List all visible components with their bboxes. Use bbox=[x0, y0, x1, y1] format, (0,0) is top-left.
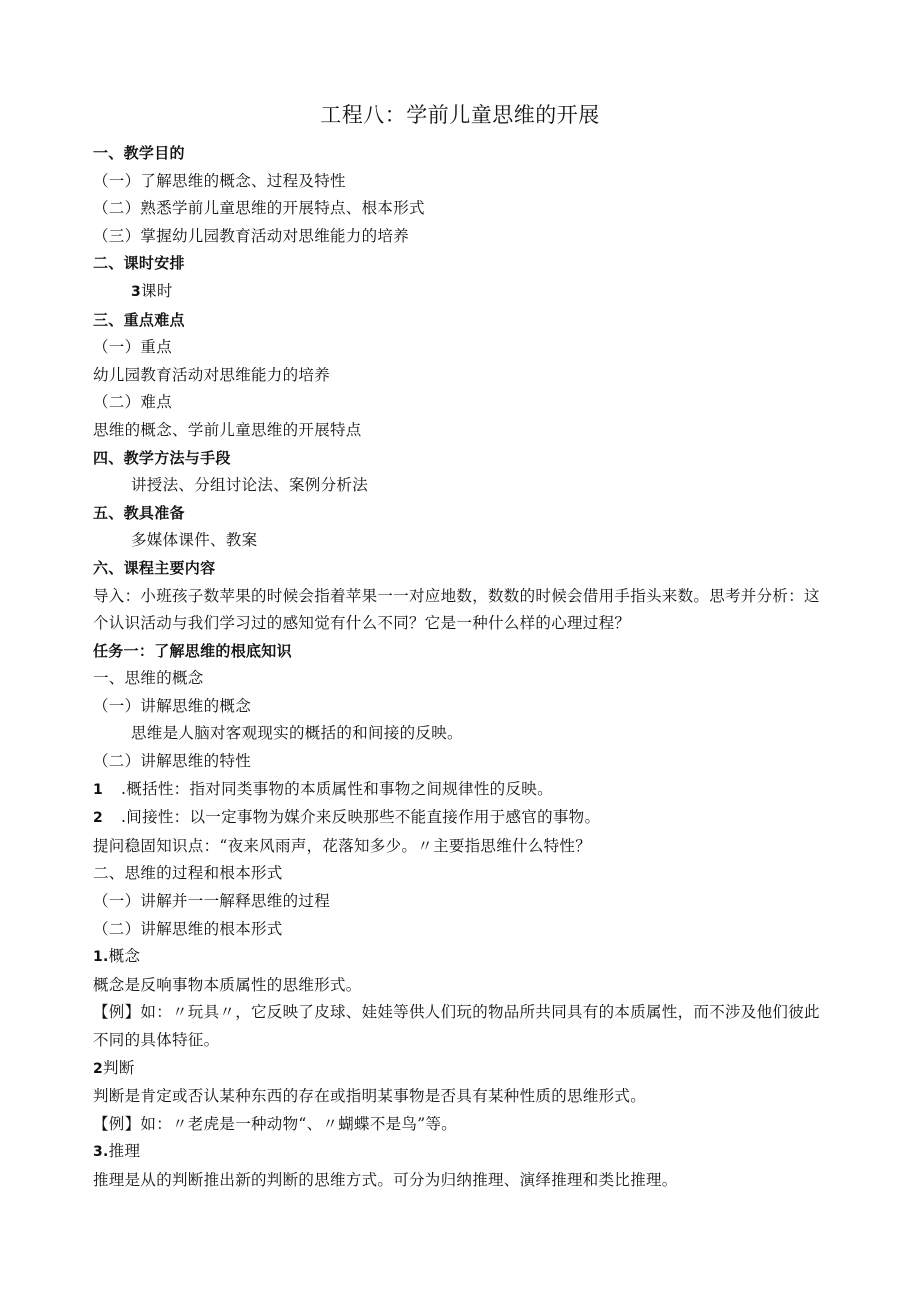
form-reasoning-definition: 推理是从的判断推出新的判断的思维方式。可分为归纳推理、演绎推理和类比推理。 bbox=[93, 1170, 678, 1189]
section-heading-teaching-goals: 一、教学目的 bbox=[93, 144, 185, 162]
schedule-hours-unit: 课时 bbox=[141, 281, 173, 300]
form-concept-number: 1. bbox=[93, 949, 109, 966]
form-reasoning-label: 推理 bbox=[108, 1142, 141, 1161]
form-judgment-definition: 判断是肯定或否认某种东西的存在或指明某事物是否具有某种性质的思维形式。 bbox=[93, 1087, 647, 1106]
document-body bbox=[93, 140, 833, 1195]
form-reasoning-heading bbox=[93, 1138, 833, 1167]
task-one-heading: 任务一：了解思维的根底知识 bbox=[93, 641, 292, 660]
key-point-subheading: （一）重点 bbox=[93, 338, 173, 357]
section-heading-methods: 四、教学方法与手段 bbox=[93, 448, 231, 467]
intro-paragraph: 导入：小班孩子数苹果的时候会指着苹果一一对应地数，数数的时候会借用手指头来数。思考并分析：这个认识活动与我们学习过的感知觉有什么不同？它是一种什么样的心理过程？ bbox=[93, 586, 820, 633]
document-title: 工程八：学前儿童思维的开展 bbox=[320, 103, 600, 127]
goal-item-3: （三）掌握幼儿园教育活动对思维能力的培养 bbox=[93, 226, 410, 245]
goal-item-2: （二）熟悉学前儿童思维的开展特点、根本形式 bbox=[93, 199, 425, 218]
form-concept-heading bbox=[93, 943, 833, 972]
explain-forms: （二）讲解思维的根本形式 bbox=[93, 919, 283, 938]
form-reasoning-number: 3. bbox=[93, 1144, 109, 1161]
section-heading-main-content: 六、课程主要内容 bbox=[93, 558, 216, 577]
characteristic-1 bbox=[93, 776, 833, 805]
key-point-text: 幼儿园教育活动对思维能力的培养 bbox=[93, 365, 331, 384]
form-concept-definition: 概念是反响事物本质属性的思维形式。 bbox=[93, 975, 362, 994]
materials-text: 多媒体课件、教案 bbox=[131, 531, 258, 550]
characteristic-2-text: .间接性：以一定事物为媒介来反映那些不能直接作用于感官的事物。 bbox=[121, 808, 601, 827]
methods-text: 讲授法、分组讨论法、案例分析法 bbox=[131, 476, 369, 495]
section-heading-schedule: 二、课时安排 bbox=[93, 254, 185, 273]
form-judgment-example: 【例】如：〃老虎是一种动物“、〃蝴蝶不是鸟”等。 bbox=[93, 1114, 458, 1133]
form-judgment-number: 2 bbox=[93, 1060, 104, 1077]
form-judgment-label: 判断 bbox=[103, 1058, 135, 1077]
section-heading-key-points: 三、重点难点 bbox=[93, 310, 185, 329]
difficulty-subheading: （二）难点 bbox=[93, 393, 173, 412]
characteristic-1-number: 1 bbox=[93, 781, 104, 798]
schedule-hours-number: 3 bbox=[131, 283, 142, 300]
section-heading-materials: 五、教具准备 bbox=[93, 503, 185, 522]
characteristic-2-number: 2 bbox=[93, 810, 104, 827]
review-question: 提问稳固知识点：“夜来风雨声，花落知多少。〃主要指思维什么特性？ bbox=[93, 836, 592, 855]
explain-concept: （一）讲解思维的概念 bbox=[93, 696, 252, 715]
subsection-concept: 一、思维的概念 bbox=[93, 669, 204, 688]
form-judgment-heading bbox=[93, 1055, 833, 1084]
form-concept-label: 概念 bbox=[108, 947, 141, 966]
explain-characteristics: （二）讲解思维的特性 bbox=[93, 752, 252, 771]
schedule-line bbox=[93, 278, 833, 307]
goal-item-1: （一）了解思维的概念、过程及特性 bbox=[93, 171, 346, 190]
explain-process: （一）讲解并一一解释思维的过程 bbox=[93, 892, 331, 911]
difficulty-text: 思维的概念、学前儿童思维的开展特点 bbox=[93, 420, 362, 439]
characteristic-1-text: .概括性：指对同类事物的本质属性和事物之间规律性的反映。 bbox=[121, 779, 553, 798]
subsection-process-forms: 二、思维的过程和根本形式 bbox=[93, 864, 283, 883]
characteristic-2 bbox=[93, 804, 833, 833]
form-concept-example: 【例】如：〃玩具〃，它反映了皮球、娃娃等供人们玩的物品所共同具有的本质属性，而不涉及他们彼此不同的具体特征。 bbox=[93, 1003, 820, 1049]
concept-definition: 思维是人脑对客观现实的概括的和间接的反映。 bbox=[131, 724, 463, 743]
